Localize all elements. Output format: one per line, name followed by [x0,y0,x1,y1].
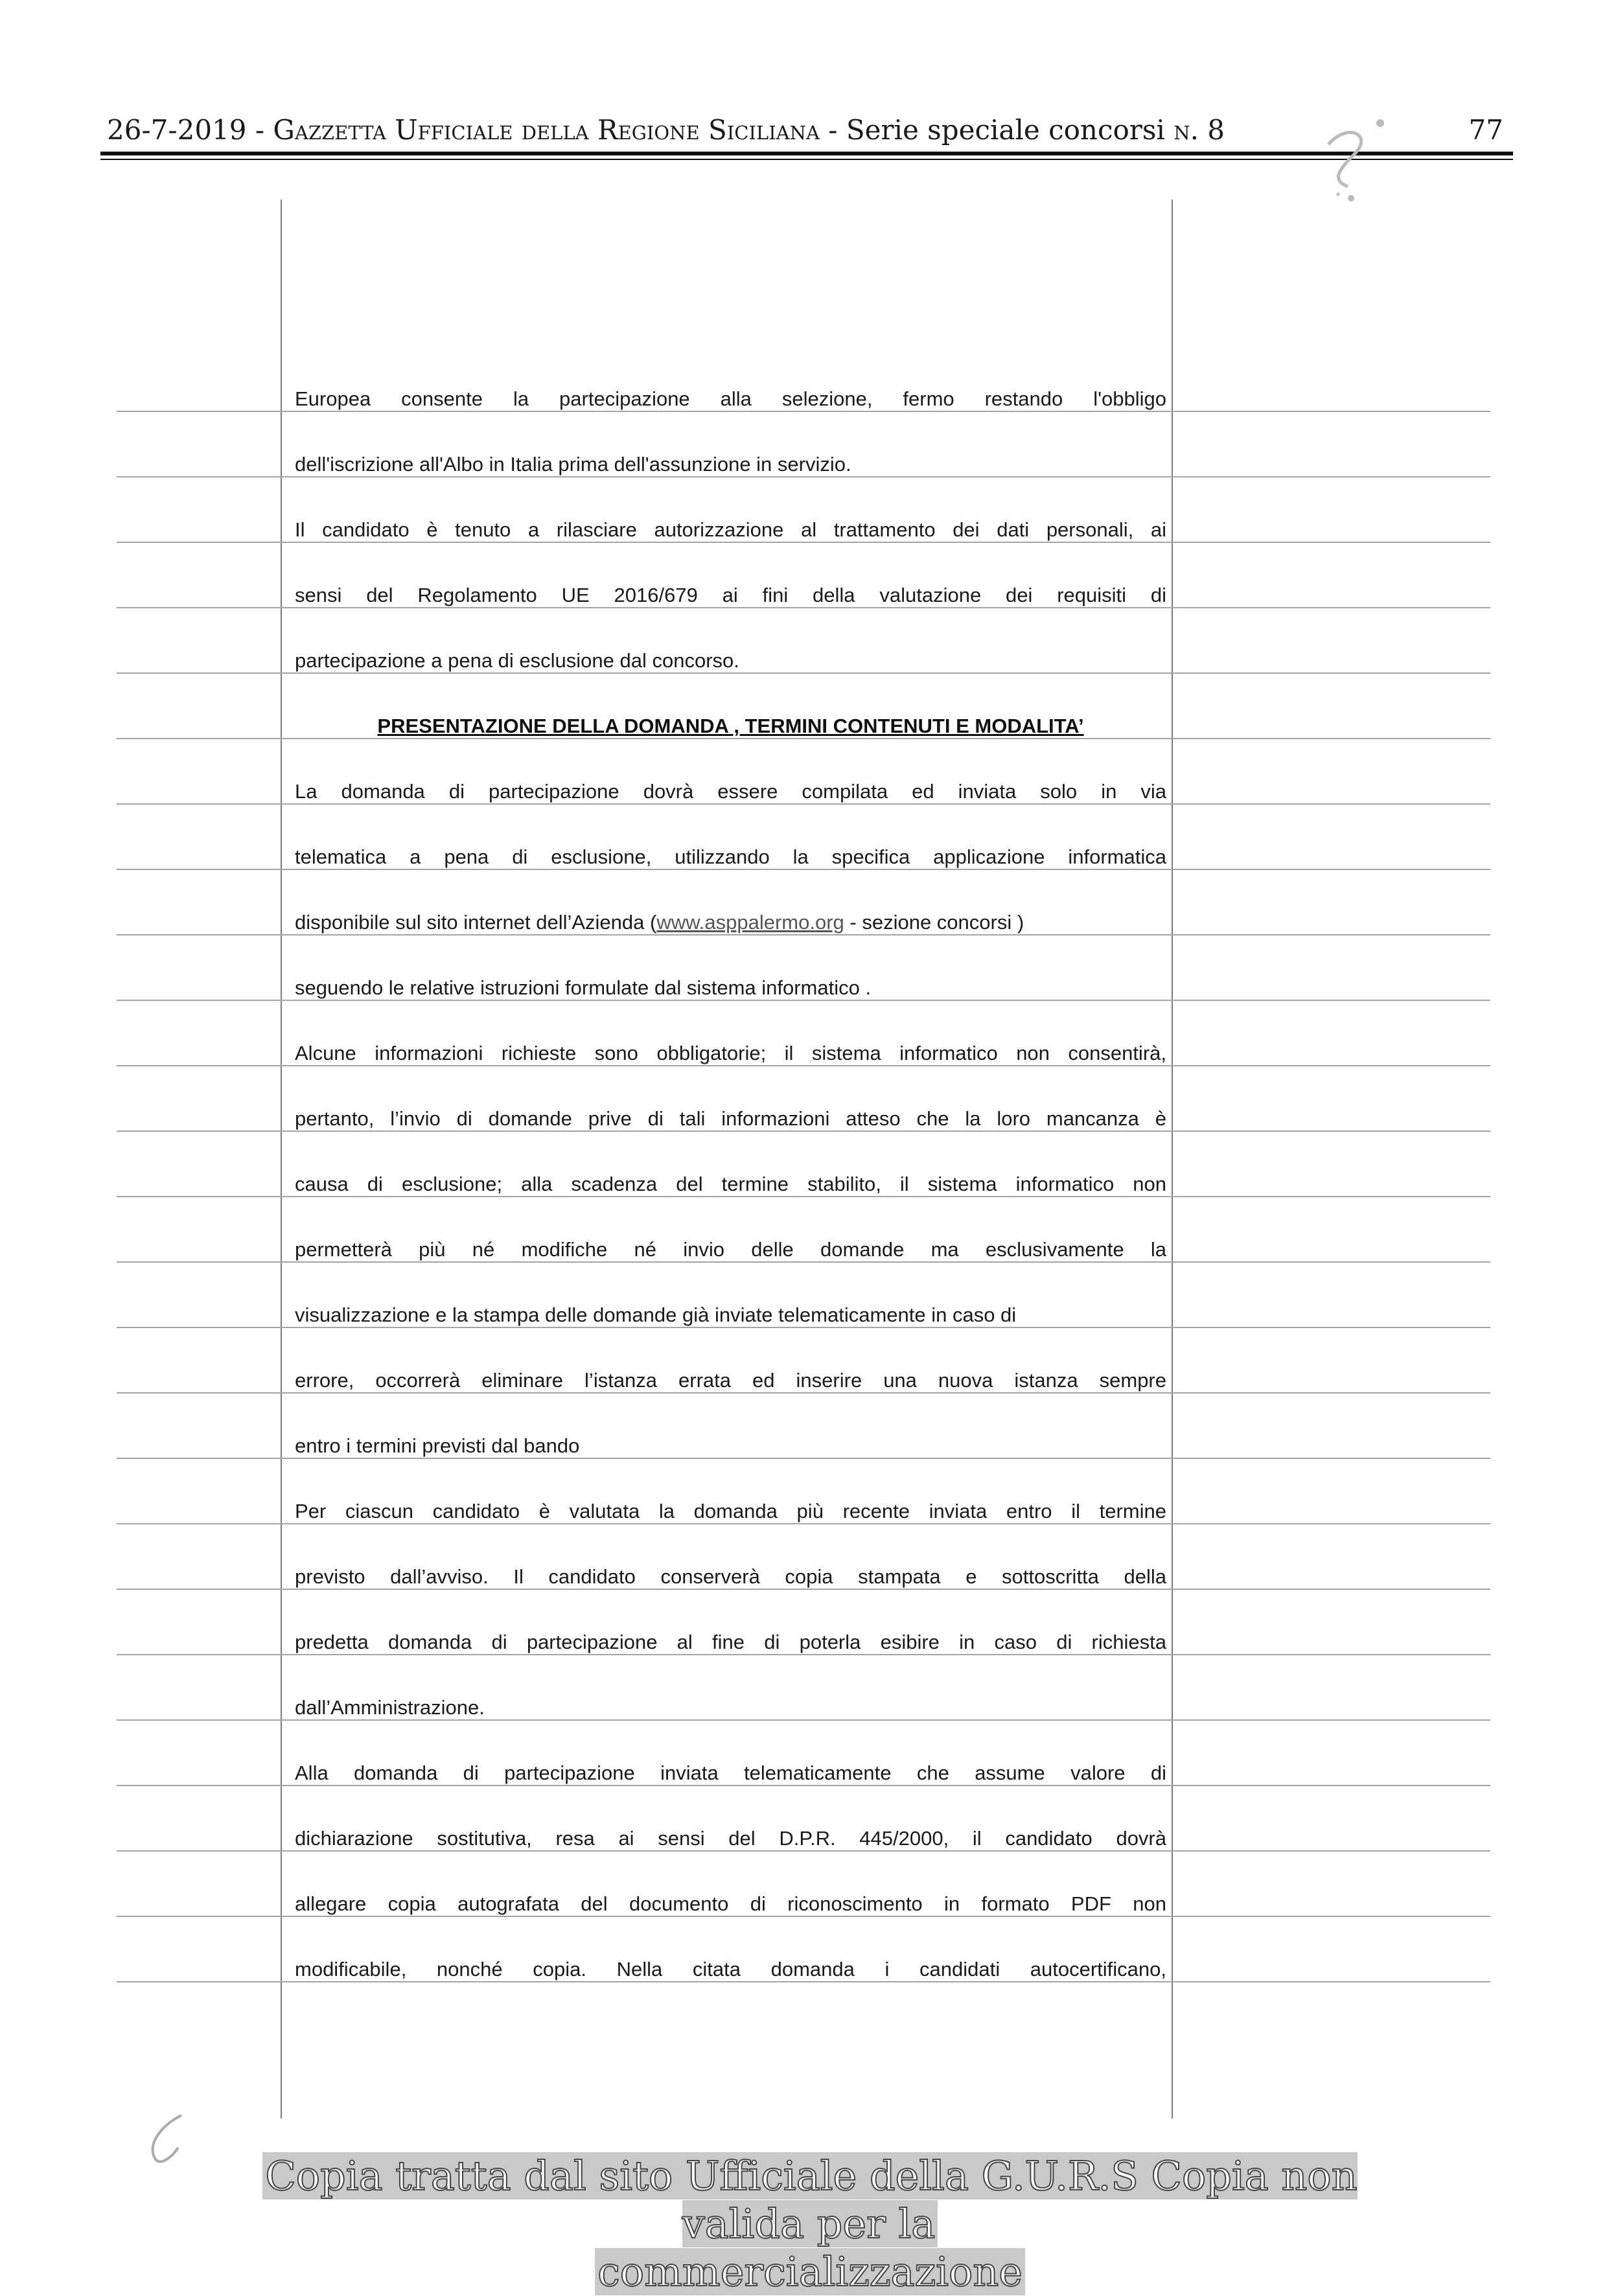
header-series: Serie speciale concorsi [846,114,1165,146]
copy-notice [214,2152,1406,2296]
text-line: partecipazione a pena di esclusione dal concorso. [295,649,739,672]
text-line: La domanda di partecipazione dovrà essere compilata ed inviata solo in via [295,780,1166,803]
copy-notice-line2: commercializzazione [595,2248,1025,2295]
text-line: dall’Amministrazione. [295,1696,485,1719]
text-line: pertanto, l’invio di domande prive di tali informazioni atteso che la loro mancanza è [295,1107,1166,1130]
header-rule-thin [100,159,1513,160]
text-line-with-link: disponibile sul sito internet dell’Azienda (www.asppalermo.org - sezione concorsi ) [295,911,1024,934]
text-line: Il candidato è tenuto a rilasciare autorizzazione al trattamento dei dati personali, ai [295,518,1166,541]
text-line: Alcune informazioni richieste sono obbligatorie; il sistema informatico non consentirà, [295,1042,1166,1064]
text-line: sensi del Regolamento UE 2016/679 ai fini della valutazione dei requisiti di [295,584,1166,606]
right-margin-line [1172,200,1173,2118]
page-number: 77 [1468,114,1503,146]
text-line: dichiarazione sostitutiva, resa ai sensi del D.P.R. 445/2000, il candidato dovrà [295,1827,1166,1850]
text-line: previsto dall’avviso. Il candidato conserverà copia stampata e sottoscritta della [295,1565,1166,1588]
header-issue: n. 8 [1173,114,1225,146]
header-rule-thick [100,152,1513,155]
header-title: 26-7-2019 - Gazzetta Ufficiale della Regione Siciliana - Serie speciale concorsi n. 8 [107,114,1225,146]
copy-notice-line1: Copia tratta dal sito Ufficiale della G.U.R.S Copia non valida per la [262,2152,1357,2247]
text-line: visualizzazione e la stampa delle domande già inviate telematicamente in caso di [295,1303,1017,1326]
left-margin-line [281,200,282,2118]
text-line: allegare copia autografata del documento di riconoscimento in formato PDF non [295,1892,1166,1915]
text-line: Per ciascun candidato è valutata la domanda più recente inviata entro il termine [295,1500,1166,1522]
text-line: entro i termini previsti dal bando [295,1434,580,1457]
text-line: telematica a pena di esclusione, utilizzando la specifica applicazione informatica [295,845,1166,868]
website-link[interactable]: www.asppalermo.org [656,911,844,934]
text-line: Alla domanda di partecipazione inviata telematicamente che assume valore di [295,1762,1166,1784]
text-line: permetterà più né modifiche né invio delle domande ma esclusivamente la [295,1238,1166,1261]
text-line: causa di esclusione; alla scadenza del termine stabilito, il sistema informatico non [295,1173,1166,1195]
text-line: modificabile, nonché copia. Nella citata domanda i candidati autocertificano, [295,1958,1166,1980]
handwritten-signature-mark [1302,109,1393,206]
text-line: seguendo le relative istruzioni formulate dal sistema informatico . [295,976,872,999]
text-line: Europea consente la partecipazione alla selezione, fermo restando l'obbligo [295,387,1166,410]
text-line: dell'iscrizione all'Albo in Italia prima dell'assunzione in servizio. [295,453,851,476]
header-publication: Gazzetta Ufficiale della Regione Siciliana [273,114,820,146]
footer-scribble-mark [143,2109,194,2167]
header-date: 26-7-2019 [107,114,247,146]
text-line: errore, occorrerà eliminare l’istanza errata ed inserire una nuova istanza sempre [295,1369,1166,1392]
section-title: PRESENTAZIONE DELLA DOMANDA , TERMINI CONTENUTI E MODALITA’ [377,715,1084,737]
text-line: predetta domanda di partecipazione al fine di poterla esibire in caso di richiesta [295,1631,1166,1653]
